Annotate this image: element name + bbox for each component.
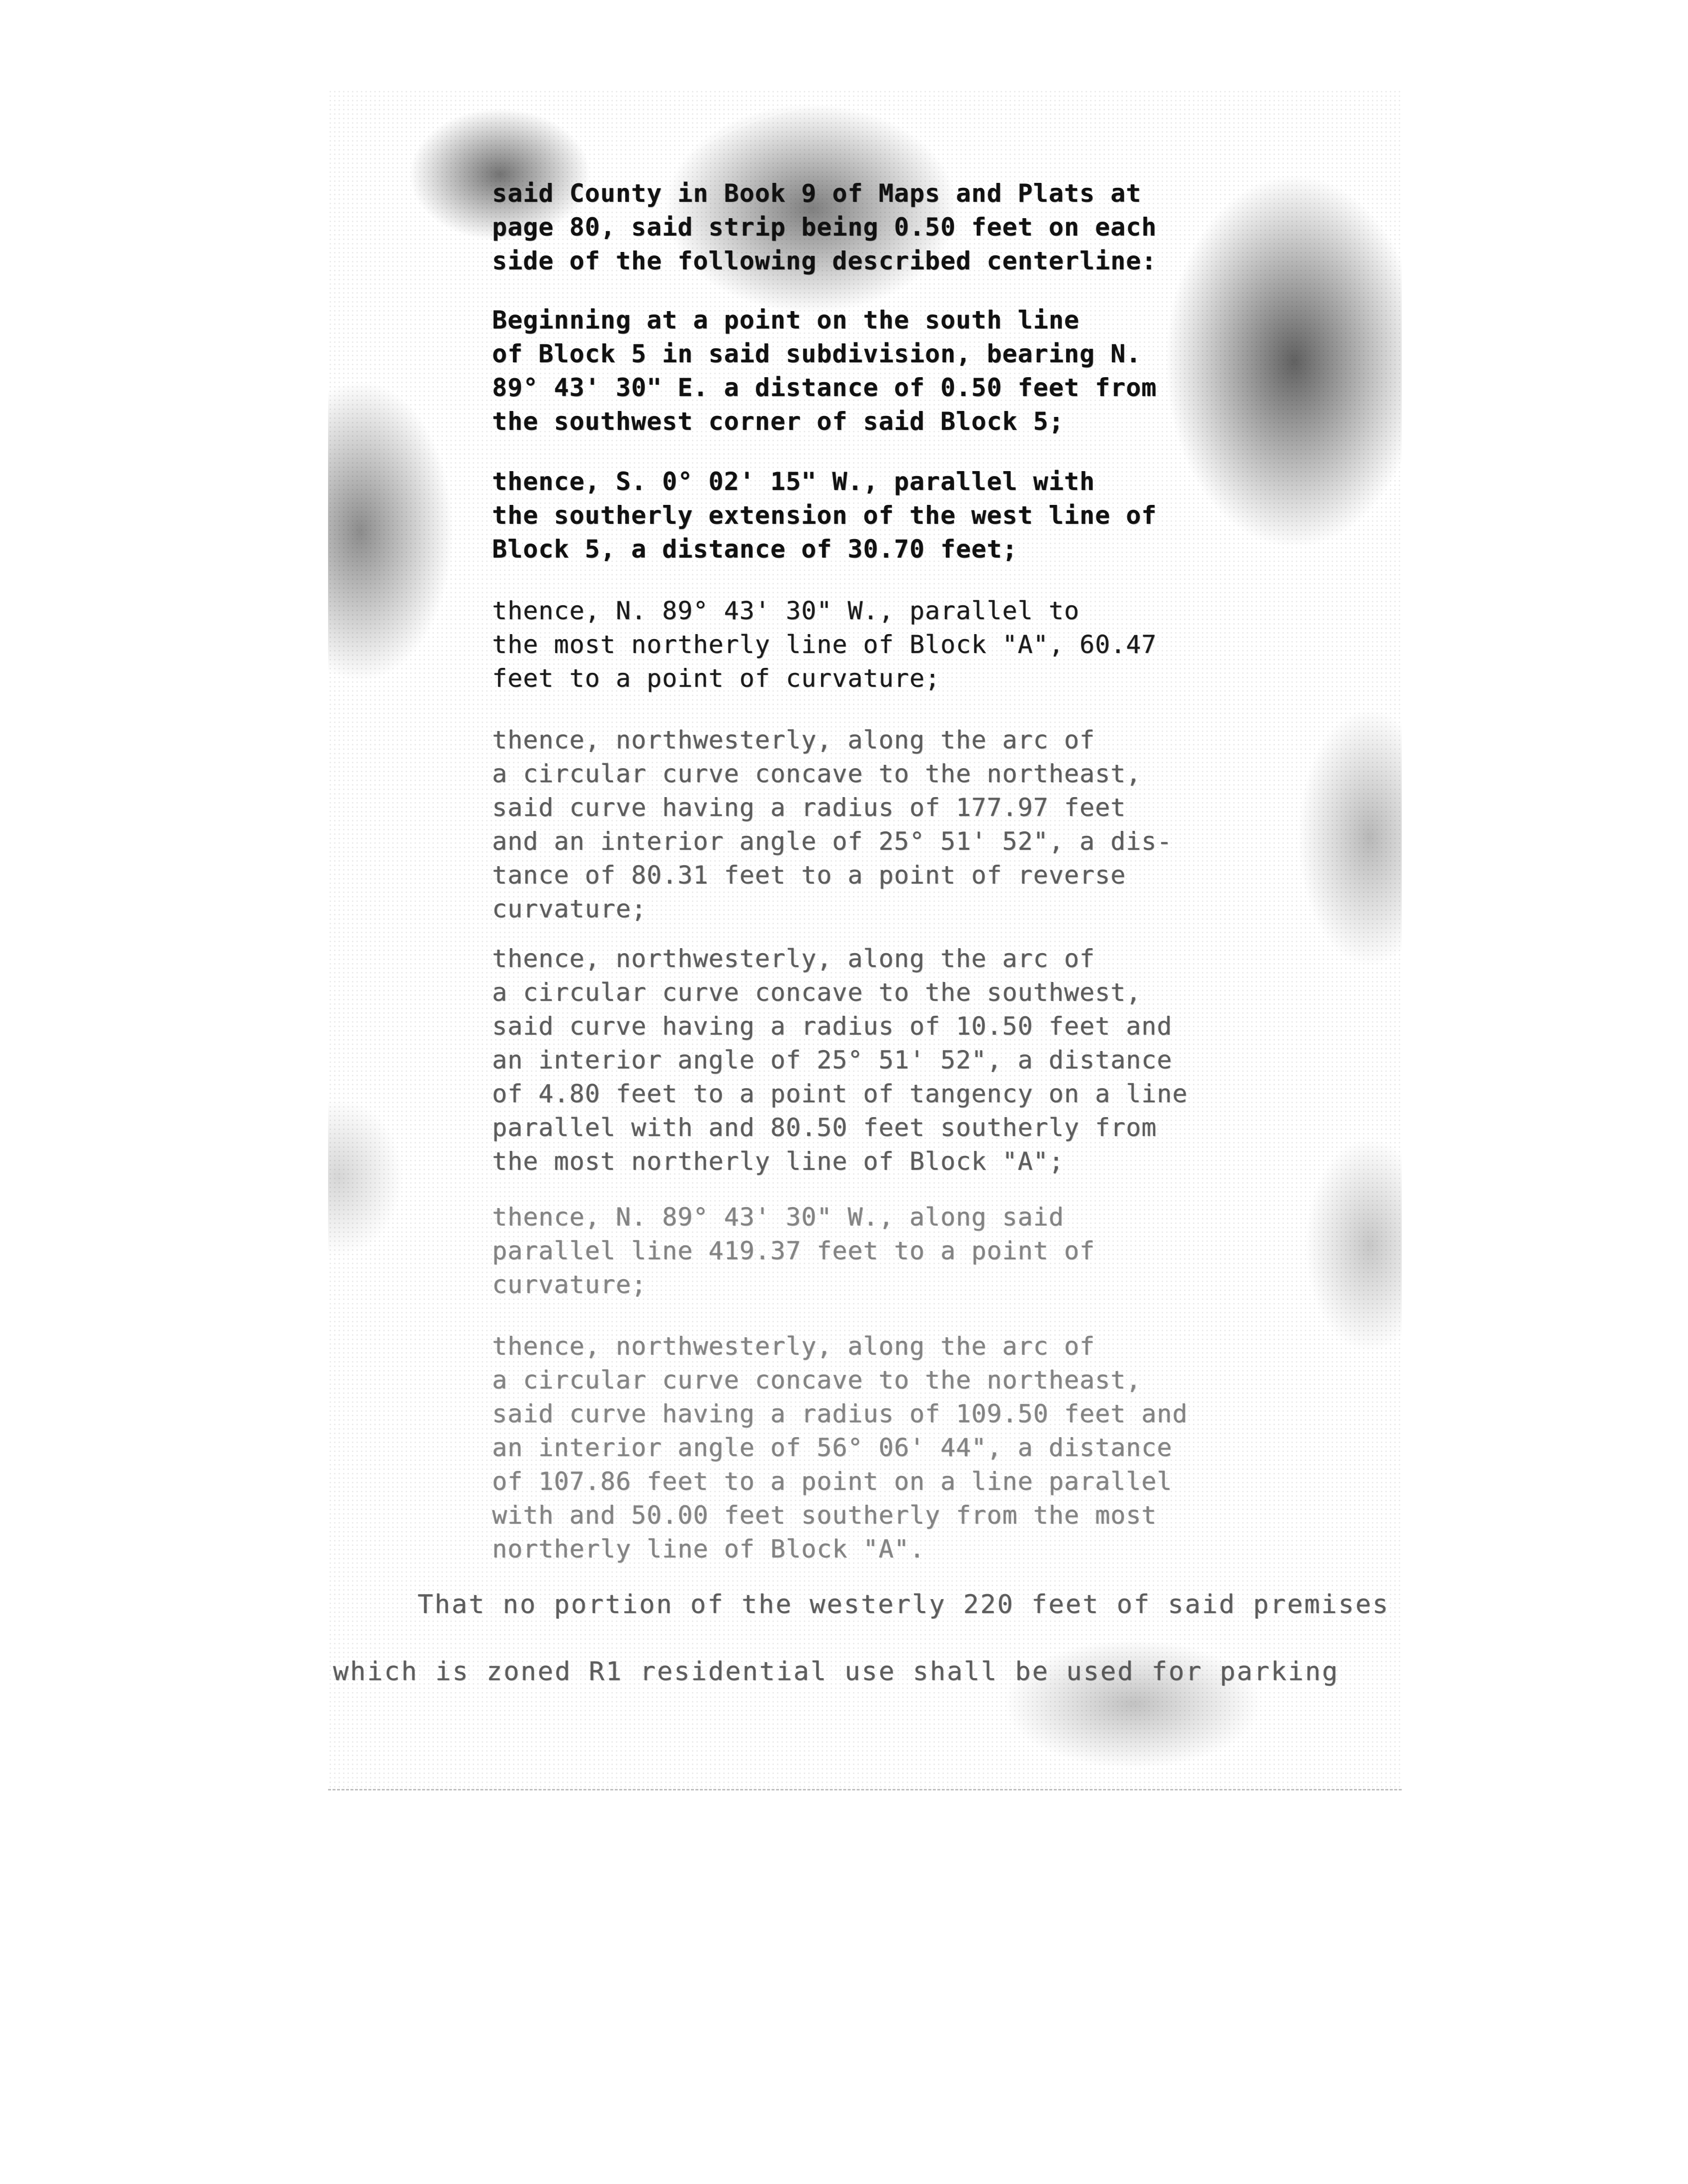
paragraph-curve-northeast-2: thence, northwesterly, along the arc of a circular curve concave to the northeast, said curve having a radius of 109.50 feet and an interior angle of 56° 06' 44", a distance of 107.86 feet to a point on a line parallel with and 50.00 feet southerly from the most northerly line of Block "A".	[492, 1332, 1188, 1563]
paragraph-thence-south: thence, S. 0° 02' 15" W., parallel with the southerly extension of the west line of Block 5, a distance of 30.70 feet;	[492, 467, 1157, 564]
paragraph-curve-southwest: thence, northwesterly, along the arc of a circular curve concave to the southwest, said curve having a radius of 10.50 feet and an interior angle of 25° 51' 52", a distance of 4.80 feet to a point of tangency on a line parallel with and 80.50 feet southerly from the most northerly line of Block "A";	[492, 944, 1188, 1176]
paragraph-said-county: said County in Book 9 of Maps and Plats at page 80, said strip being 0.50 feet on each side of the following described centerline:	[492, 179, 1157, 275]
paragraph-thence-north-1: thence, N. 89° 43' 30" W., parallel to the most northerly line of Block "A", 60.47 feet to a point of curvature;	[492, 596, 1157, 693]
paragraph-zoned-r1: which is zoned R1 residential use shall be used for parking	[333, 1657, 1340, 1687]
paragraph-curve-northeast-1: thence, northwesterly, along the arc of a circular curve concave to the northeast, said curve having a radius of 177.97 feet and an interior angle of 25° 51' 52", a dis- tance of 80.31 feet to a point of reverse curvature;	[492, 726, 1173, 923]
paragraph-thence-north-2: thence, N. 89° 43' 30" W., along said parallel line 419.37 feet to a point of curvature;	[492, 1203, 1095, 1299]
paragraph-beginning: Beginning at a point on the south line of Block 5 in said subdivision, bearing N. 89° 43' 30" E. a distance of 0.50 feet from the southwest corner of said Block 5;	[492, 306, 1157, 436]
paragraph-that-no-portion: That no portion of the westerly 220 feet of said premises	[418, 1590, 1390, 1619]
